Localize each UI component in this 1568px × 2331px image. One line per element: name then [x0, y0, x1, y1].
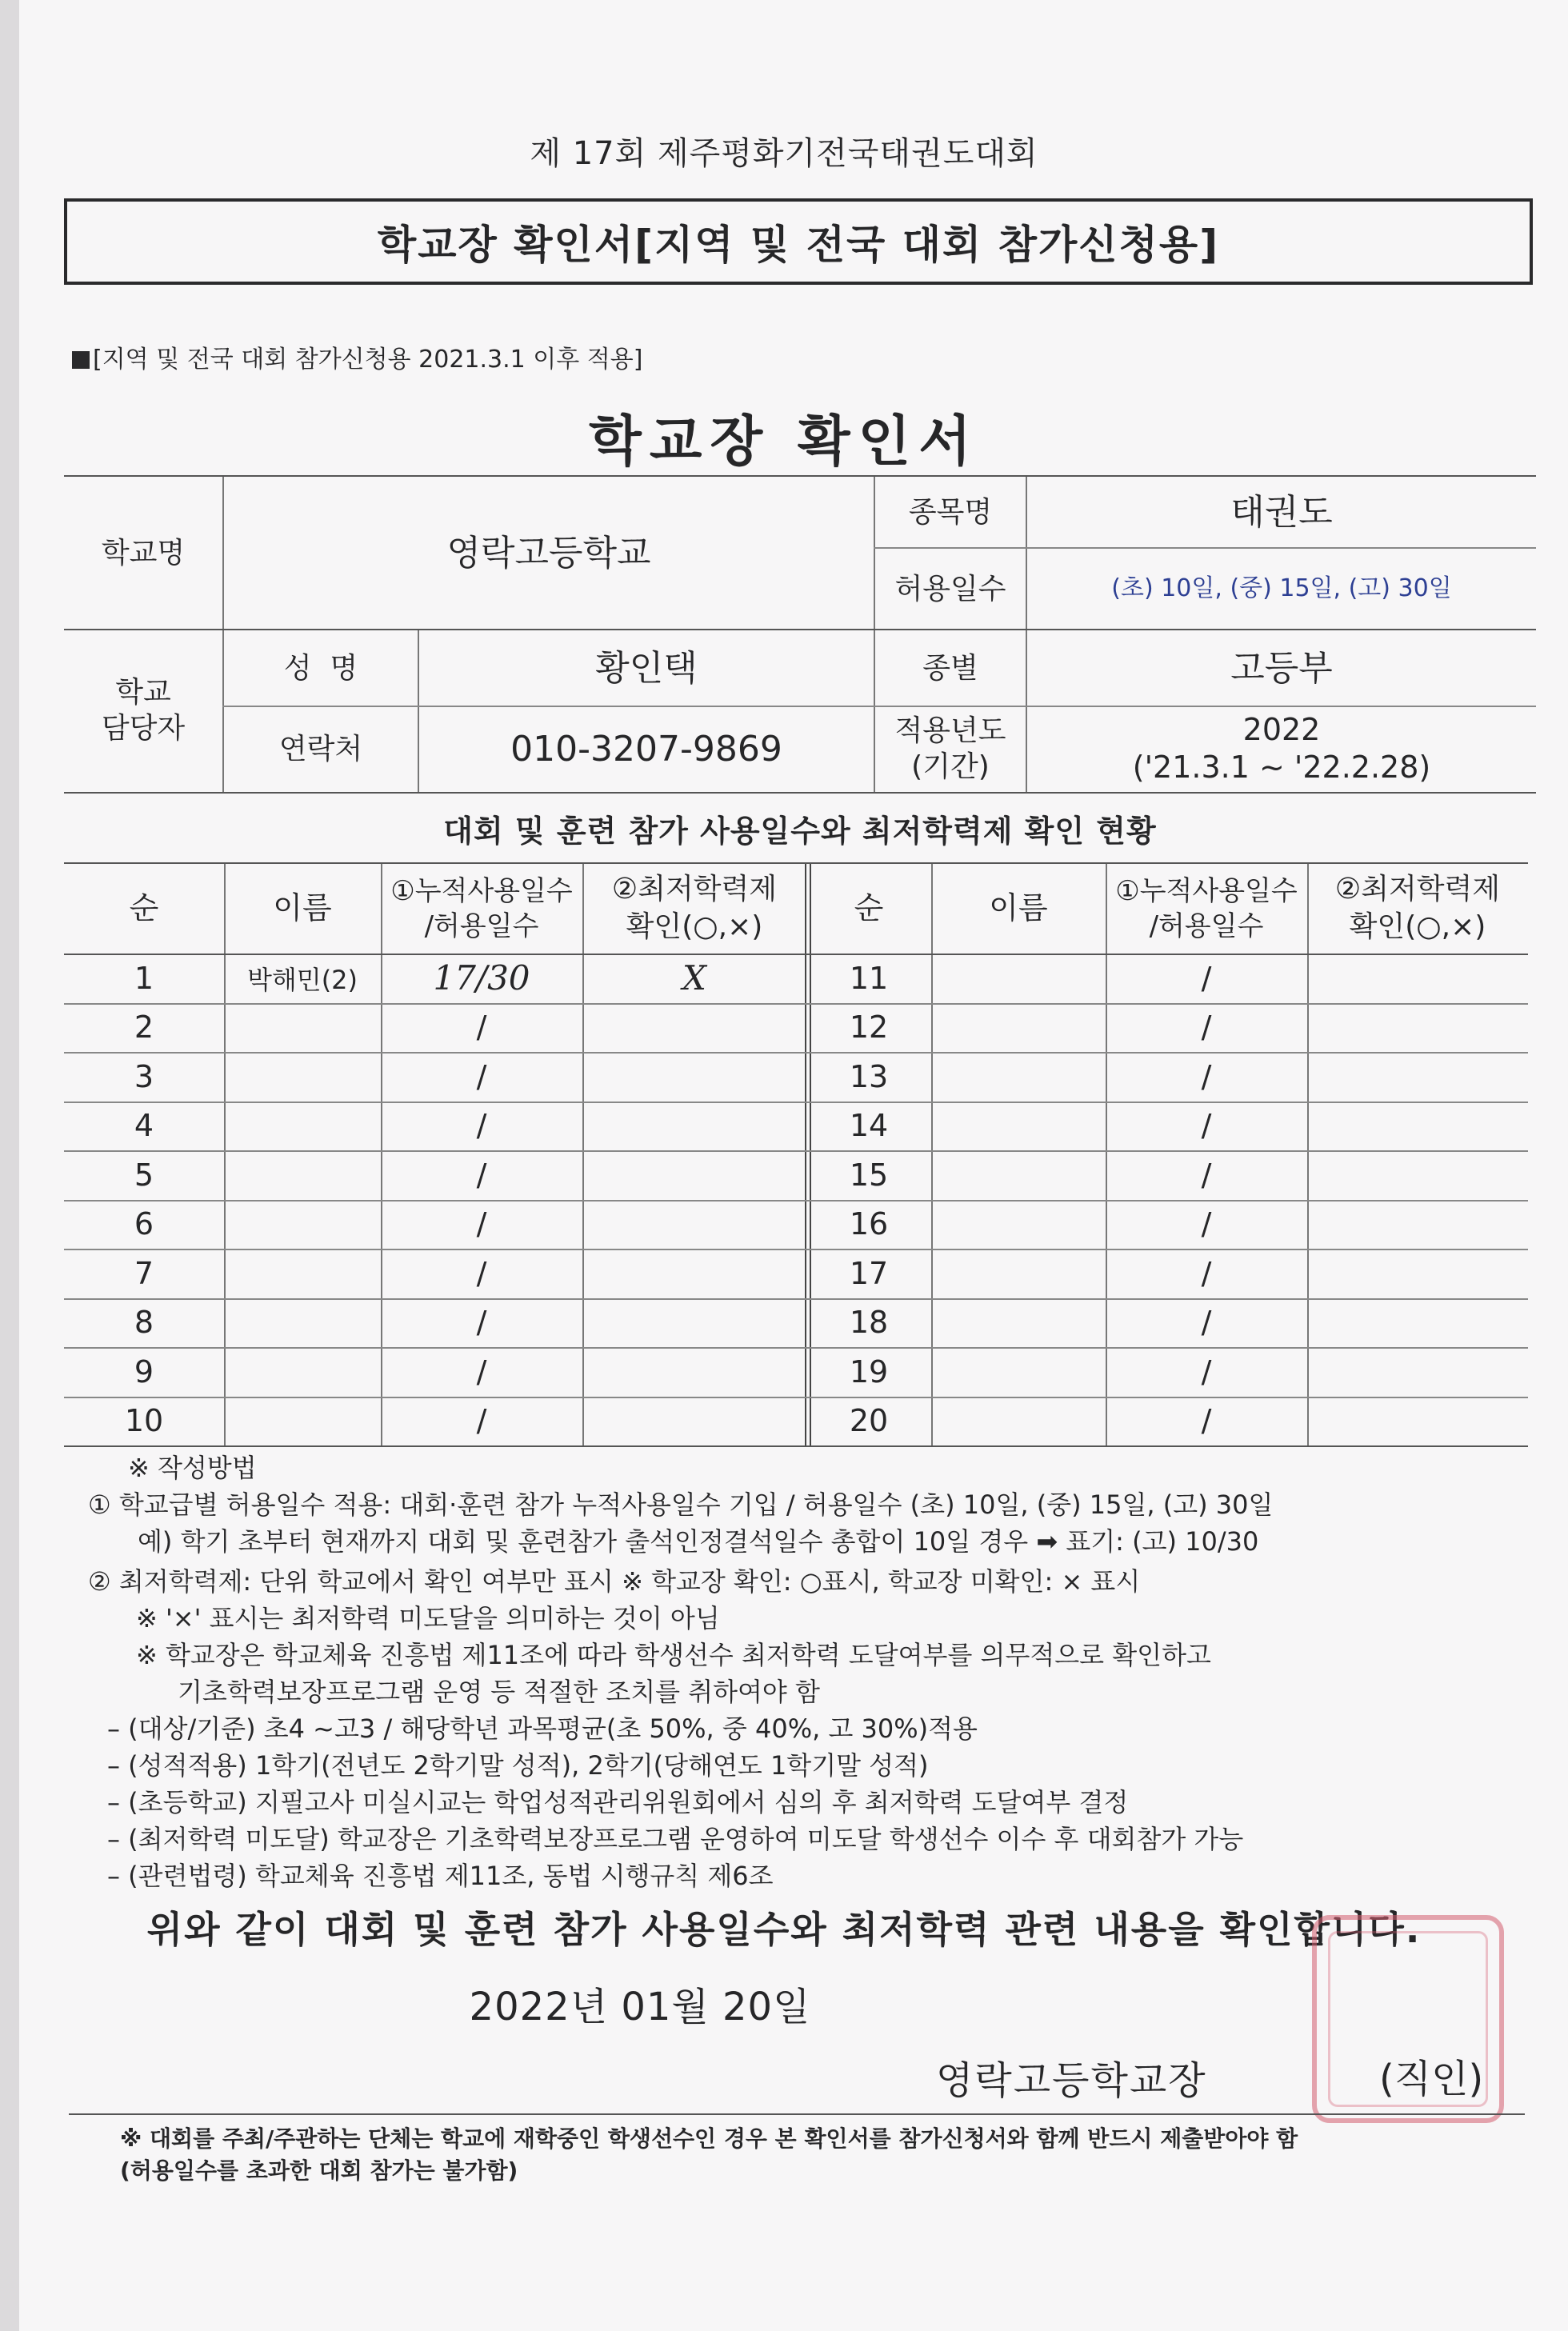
left-row-days: / — [476, 1058, 487, 1094]
right-header-grade — [1307, 864, 1528, 954]
footer-line-2: (허용일수를 초과한 대회 참가는 불가함) — [120, 2157, 518, 2184]
left-row-no: 6 — [134, 1206, 154, 1242]
right-header-grade-line2: 확인(○,×) — [1349, 910, 1486, 943]
right-header-days — [1106, 864, 1307, 954]
right-header-days-line2: /허용일수 — [1149, 910, 1264, 942]
right-row-grade — [1307, 1003, 1528, 1053]
allowed-days-value: (초) 10일, (중) 15일, (고) 30일 — [1111, 574, 1452, 603]
year-value-year: 2022 — [1242, 711, 1321, 747]
left-header-grade-line1: ②최저학력제 — [611, 873, 778, 906]
right-row-name — [931, 1249, 1106, 1298]
left-row-grade — [582, 1052, 806, 1102]
principal-title: 영락고등학교장 — [936, 2058, 1207, 2103]
instruction-line: ※ 학교장은 학교체육 진흥법 제11조에 따라 학생선수 최저학력 도달여부를 의무적으로 확인하고 — [136, 1640, 1211, 1670]
footer-divider — [69, 2113, 1525, 2115]
instruction-line: ① 학교급별 허용일수 적용: 대회·훈련 참가 누적사용일수 기입 / 허용일수 (초) 10일, (중) 15일, (고) 30일 — [88, 1489, 1274, 1520]
left-header-days — [381, 864, 582, 954]
form-title: 학교장 확인서[지역 및 전국 대회 참가신청용] — [377, 222, 1220, 268]
right-row-no: 12 — [849, 1010, 889, 1046]
right-row-no: 20 — [849, 1403, 889, 1439]
right-row-no: 19 — [849, 1353, 889, 1389]
notice-line — [72, 339, 642, 374]
right-row-no: 16 — [849, 1206, 889, 1242]
allowed-days-label: 허용일수 — [894, 572, 1006, 606]
right-row-name — [931, 954, 1106, 1003]
event-value: 태권도 — [1230, 491, 1333, 533]
right-row-grade — [1307, 1052, 1528, 1102]
instruction-line: ② 최저학력제: 단위 학교에서 확인 여부만 표시 ※ 학교장 확인: ○표시, 학교장 미확인: × 표시 — [88, 1566, 1141, 1597]
left-row-grade — [582, 1200, 806, 1249]
left-row-no: 8 — [134, 1305, 154, 1341]
school-name-label: 학교명 — [101, 536, 186, 570]
right-row-name — [931, 1150, 1106, 1200]
instruction-line: – (초등학교) 지필고사 미실시교는 학업성적관리위원회에서 심의 후 최저학력 도달여부 결정 — [107, 1787, 1129, 1817]
contact-person-label-line1: 학교 — [115, 676, 171, 709]
right-row-grade — [1307, 1102, 1528, 1151]
right-row-grade — [1307, 1397, 1528, 1446]
right-row-days: / — [1201, 1305, 1212, 1341]
left-row-grade: X — [682, 958, 706, 998]
form-title-box — [64, 198, 1533, 285]
year-value — [1027, 707, 1536, 790]
left-header-days-line2: /허용일수 — [424, 910, 539, 942]
right-row-days: / — [1201, 1108, 1212, 1144]
right-row-name — [931, 1200, 1106, 1249]
right-row-grade — [1307, 1249, 1528, 1298]
right-row-name — [931, 1102, 1106, 1151]
main-title: 학교장 확인서 — [589, 410, 979, 474]
left-row-days: / — [476, 1403, 487, 1439]
left-row-name — [224, 1249, 381, 1298]
right-row-no: 11 — [849, 960, 889, 996]
year-label-line1: 적용년도 — [894, 714, 1006, 747]
left-row-grade — [582, 1249, 806, 1298]
left-row-days: / — [476, 1353, 487, 1389]
left-header-days-line1: ①누적사용일수 — [390, 874, 573, 907]
left-row-grade — [582, 1102, 806, 1151]
phone-value: 010-3207-9869 — [510, 728, 782, 770]
left-row-grade — [582, 1003, 806, 1053]
left-row-no: 3 — [134, 1058, 154, 1094]
right-header-no: 순 — [854, 890, 884, 926]
competition-title: 제 17회 제주평화기전국태권도대회 — [530, 135, 1038, 172]
square-bullet-icon — [72, 351, 90, 369]
right-row-name — [931, 1003, 1106, 1053]
instruction-line: – (대상/기준) 초4 ~고3 / 해당학년 과목평균(초 50%, 중 40%, 고 30%)적용 — [107, 1713, 978, 1744]
left-row-name — [224, 1200, 381, 1249]
instruction-line: 기초학력보장프로그램 운영 등 적절한 조치를 취하여야 함 — [178, 1677, 820, 1707]
issue-date: 2022년 01월 20일 — [469, 1985, 811, 2029]
left-row-days: / — [476, 1157, 487, 1193]
confirmation-statement: 위와 같이 대회 및 훈련 참가 사용일수와 최저학력 관련 내용을 확인합니다. — [146, 1908, 1422, 1951]
right-row-no: 13 — [849, 1058, 889, 1094]
left-row-no: 7 — [134, 1255, 154, 1291]
footer-note — [120, 2123, 1528, 2187]
phone-label: 연락처 — [278, 732, 363, 766]
left-row-days: / — [476, 1108, 487, 1144]
contact-person-label-line2: 담당자 — [101, 712, 186, 745]
year-value-period: ('21.3.1 ~ '22.2.28) — [1132, 750, 1431, 785]
school-name-value: 영락고등학교 — [446, 532, 651, 574]
left-row-no: 5 — [134, 1157, 154, 1193]
contact-person-label — [64, 630, 222, 790]
instruction-line: – (관련법령) 학교체육 진흥법 제11조, 동법 시행규칙 제6조 — [107, 1861, 774, 1891]
usage-table — [64, 862, 1528, 1440]
left-row-days: / — [476, 1305, 487, 1341]
event-label: 종목명 — [908, 495, 993, 529]
school-info-table — [64, 475, 1536, 794]
left-row-grade — [582, 1150, 806, 1200]
right-row-no: 15 — [849, 1157, 889, 1193]
table-row-divider — [64, 1445, 1528, 1447]
left-row-no: 4 — [134, 1108, 154, 1144]
left-row-name — [224, 1298, 381, 1348]
left-row-no: 10 — [124, 1403, 164, 1439]
left-row-name: 박해민(2) — [246, 964, 358, 995]
right-row-days: / — [1201, 1206, 1212, 1242]
left-header-grade-line2: 확인(○,×) — [626, 910, 763, 943]
right-row-days: / — [1201, 1353, 1212, 1389]
right-header-grade-line1: ②최저학력제 — [1334, 873, 1501, 906]
right-row-days: / — [1201, 1058, 1212, 1094]
right-header-name: 이름 — [989, 890, 1048, 926]
usage-section-title: 대회 및 훈련 참가 사용일수와 최저학력제 확인 현황 — [443, 814, 1157, 849]
footer-line-1: ※ 대회를 주최/주관하는 단체는 학교에 재학중인 학생선수인 경우 본 확인서를 참가신청서와 함께 반드시 제출받아야 함 — [120, 2125, 1298, 2152]
right-row-days: / — [1201, 1010, 1212, 1046]
right-row-grade — [1307, 1200, 1528, 1249]
right-header-days-line1: ①누적사용일수 — [1115, 874, 1298, 907]
left-row-days: 17/30 — [433, 958, 530, 998]
left-row-name — [224, 1003, 381, 1053]
right-row-no: 14 — [849, 1108, 889, 1144]
division-value: 고등부 — [1230, 647, 1333, 689]
instruction-line: ※ 작성방법 — [128, 1453, 257, 1483]
left-row-name — [224, 1150, 381, 1200]
name-label: 성 명 — [283, 651, 358, 685]
left-row-no: 1 — [134, 960, 154, 996]
left-header-name: 이름 — [273, 890, 332, 926]
left-row-days: / — [476, 1010, 487, 1046]
right-row-name — [931, 1397, 1106, 1446]
year-label-line2: (기간) — [911, 750, 990, 783]
right-row-grade — [1307, 1150, 1528, 1200]
left-row-grade — [582, 1397, 806, 1446]
right-row-name — [931, 1052, 1106, 1102]
left-header-grade — [582, 864, 806, 954]
instruction-line: 예) 학기 초부터 현재까지 대회 및 훈련참가 출석인정결석일수 총합이 10일 경우 ➡ 표기: (고) 10/30 — [138, 1526, 1259, 1557]
left-header-no: 순 — [129, 890, 159, 926]
right-row-no: 17 — [849, 1255, 889, 1291]
right-row-days: / — [1201, 1255, 1212, 1291]
left-row-days: / — [476, 1255, 487, 1291]
left-row-no: 2 — [134, 1010, 154, 1046]
notice-text: [지역 및 전국 대회 참가신청용 2021.3.1 이후 적용] — [93, 346, 643, 374]
left-row-grade — [582, 1298, 806, 1348]
left-row-no: 9 — [134, 1353, 154, 1389]
right-row-grade — [1307, 1298, 1528, 1348]
seal-label: (직인) — [1379, 2057, 1484, 2101]
left-row-grade — [582, 1347, 806, 1397]
right-row-name — [931, 1347, 1106, 1397]
right-row-grade — [1307, 954, 1528, 1003]
right-row-name — [931, 1298, 1106, 1348]
right-row-no: 18 — [849, 1305, 889, 1341]
left-row-name — [224, 1102, 381, 1151]
left-row-name — [224, 1397, 381, 1446]
right-row-grade — [1307, 1347, 1528, 1397]
right-row-days: / — [1201, 960, 1212, 996]
left-row-days: / — [476, 1206, 487, 1242]
instruction-line: ※ '×' 표시는 최저학력 미도달을 의미하는 것이 아님 — [136, 1603, 720, 1633]
right-row-days: / — [1201, 1403, 1212, 1439]
division-label: 종별 — [922, 651, 978, 685]
instruction-line: – (성적적용) 1학기(전년도 2학기말 성적), 2학기(당해연도 1학기말 성적) — [107, 1750, 929, 1781]
left-row-name — [224, 1347, 381, 1397]
instruction-line: – (최저학력 미도달) 학교장은 기초학력보장프로그램 운영하여 미도달 학생선수 이수 후 대회참가 가능 — [107, 1824, 1244, 1854]
right-row-days: / — [1201, 1157, 1212, 1193]
left-row-name — [224, 1052, 381, 1102]
year-label — [875, 707, 1026, 790]
name-value: 황인택 — [595, 647, 698, 689]
